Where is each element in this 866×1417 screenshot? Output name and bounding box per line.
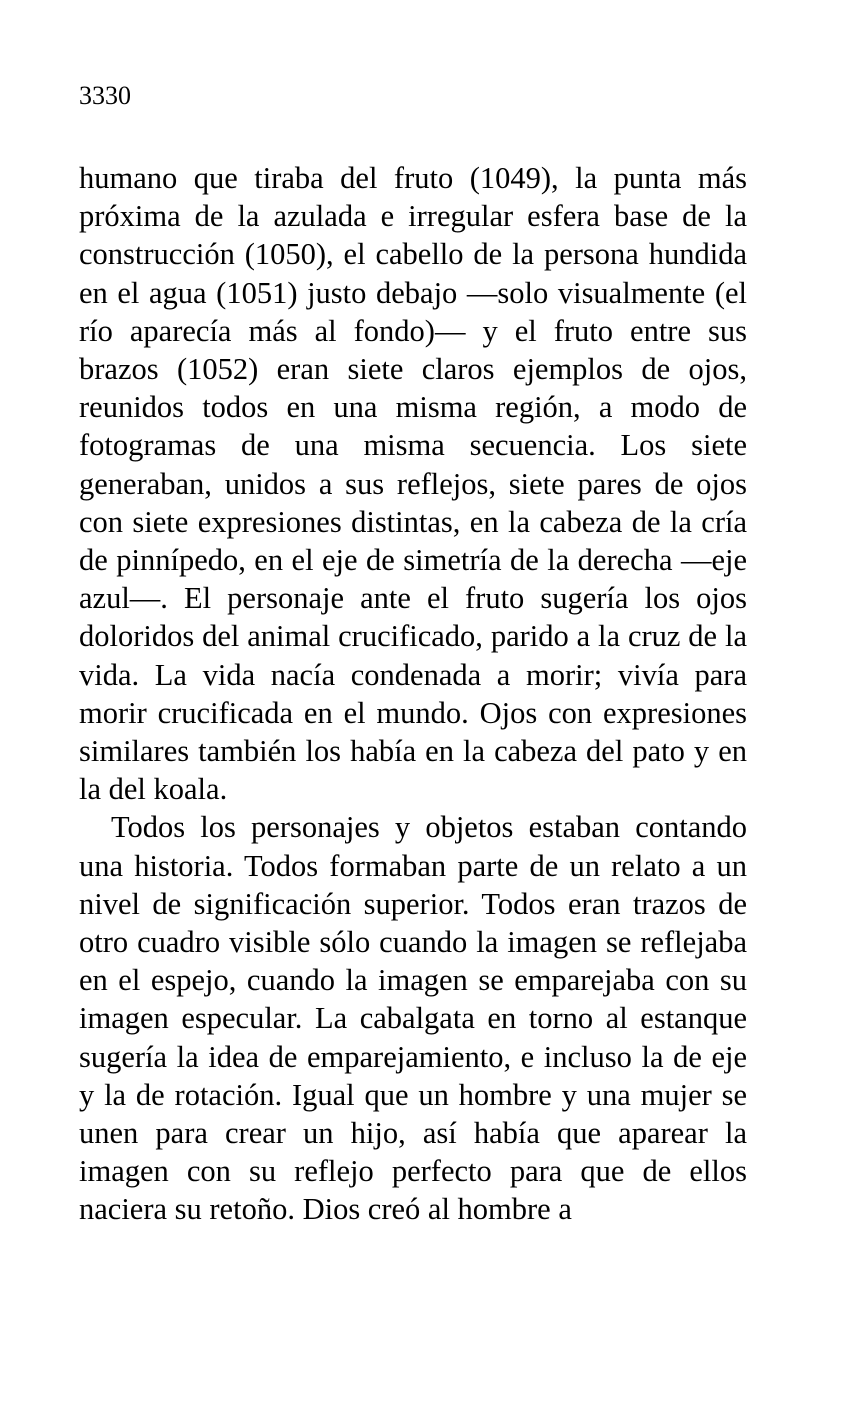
page-number: 3330 — [79, 81, 131, 110]
paragraph-2: Todos los personajes y objetos estaban contando una historia. Todos formaban parte de un relato a un nivel de significación superior. Todos eran trazos de otro cuadro visible sólo cuando la imagen se reflejaba en el espejo, cuando la imagen se emparejaba con su imagen especular. La cabalgata en torno al estanque sugería la idea de emparejamiento, e incluso la de eje y la de rotación. Igual que un hombre y una mujer se unen para crear un hijo, así había que aparear la imagen con su reflejo perfecto para que de ellos naciera su retoño. Dios creó al hombre a — [79, 810, 747, 1227]
body-text — [79, 159, 747, 1229]
paragraph-1: humano que tiraba del fruto (1049), la punta más próxima de la azulada e irregular esfera base de la construcción (1050), el cabello de la persona hundida en el agua (1051) justo debajo —solo visualmente (el río aparecía más al fondo)— y el fruto entre sus brazos (1052) eran siete claros ejemplos de ojos, reunidos todos en una misma región, a modo de fotogramas de una misma secuencia. Los siete generaban, unidos a sus reflejos, siete pares de ojos con siete expresiones distintas, en la cabeza de la cría de pinnípedo, en el eje de simetría de la derecha —eje azul—. El personaje ante el fruto sugería los ojos doloridos del animal crucificado, parido a la cruz de la vida. La vida nacía condenada a morir; vivía para morir crucificada en el mundo. Ojos con expresiones similares también los había en la cabeza del pato y en la del koala. — [79, 161, 747, 807]
